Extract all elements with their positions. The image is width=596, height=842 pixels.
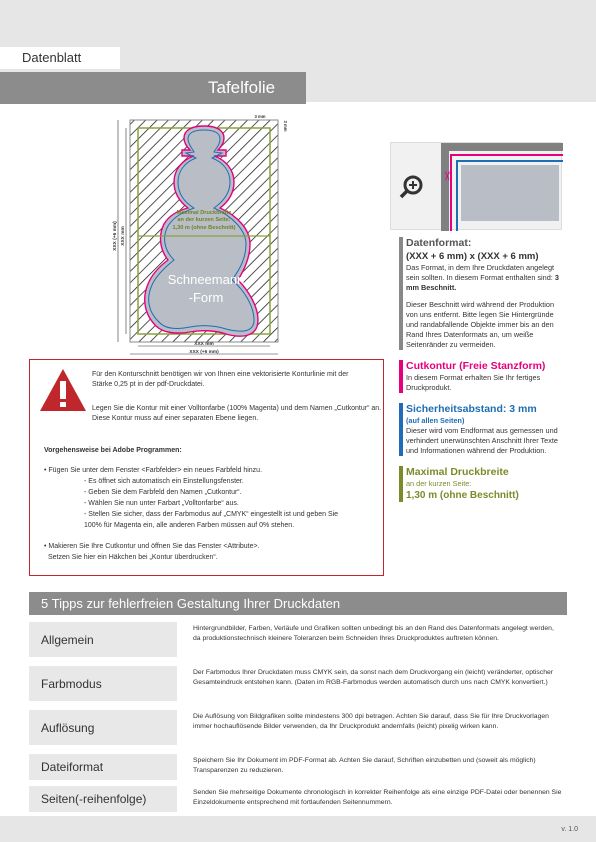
maximal-value: 1,30 m (ohne Beschnitt) (406, 490, 519, 501)
corner-detail-graphic (391, 143, 563, 231)
maximal-sub: an der kurzen Seite: (406, 479, 472, 488)
tip-text: Hintergrundbilder, Farben, Verläufe und Grafiken sollten unbedingt bis an den Rand des Datenformats angelegt werden, da produktionstechnisch kleinere Toleranzen beim Schneiden Ihres Druckproduktes auftreten können. (193, 625, 554, 642)
warning-step1a: - Es öffnet sich automatisch ein Einstellungsfenster. (84, 478, 244, 485)
sicherheit-text: Dieser wird vom Endformat aus gemessen und verhindert unerwünschten Anschnitt Ihrer Texte und Informationen während der Produktion. (406, 426, 558, 455)
shape-label-2: -Form (188, 290, 224, 305)
shape-label-1: Schneemann (167, 272, 245, 287)
warning-step1c: - Wählen Sie nun unter Farbart „Volltonfarbe“ aus. (84, 500, 239, 507)
tip-label: Seiten(-reihenfolge) (29, 786, 177, 812)
footer-band (0, 816, 596, 842)
tip-text: Die Auflösung von Bildgrafiken sollte mindestens 300 dpi betragen. Achten Sie darauf, dass Sie für Ihre Druckvorlagen immer hochauflösende Bilder verwenden, da Ihr Druckprodukt andernfalls (leicht) pixelig wirken kann. (193, 713, 549, 730)
warning-step2a: Setzen Sie hier ein Häkchen bei „Kontur überdrucken“. (48, 554, 218, 561)
datenformat-text: Das Format, in dem Ihre Druckdaten angelegt sein sollten. In diesem Format enthalten sind: 3 mm Beschnitt. (406, 263, 559, 292)
warning-step2: • Makieren Sie Ihre Cutkontur und öffnen Sie das Fenster <Attribute>. (44, 543, 260, 550)
tip-row-seiten (29, 786, 567, 812)
max-width-label-2: an der kurzen Seite: (177, 217, 231, 223)
warning-icon (38, 367, 88, 413)
tip-text: Der Farbmodus Ihrer Druckdaten muss CMYK sein, da sonst nach dem Druckvorgang ein (leicht) veränderter, optischer Gesamteindruck entstehen kann. (Daten im RGB-Farbmodus werden automatisch durch uns nach CMYK konvertiert.) (193, 669, 554, 686)
maximal-block (399, 466, 564, 502)
beschnitt-text: Dieser Beschnitt wird während der Produktion von uns entfernt. Bitte legen Sie Hintergründe und randabfallende Objekte immer bis an den Rand Ihres Datenformats an, um weiße Seitenränder zu vermeiden. (406, 300, 555, 349)
dim-top-small: 3 mm (254, 114, 266, 119)
cutkontur-title: Cutkontur (Freie Stanzform) (406, 360, 546, 372)
tip-label: Auflösung (29, 710, 177, 745)
tip-row-farbmodus (29, 666, 567, 701)
warning-step1d: - Stellen Sie sicher, dass der Farbmodus auf „CMYK“ eingestellt ist und geben Sie (84, 511, 339, 518)
scissors-icon: ✂ (440, 171, 454, 182)
corner-detail-box (390, 142, 562, 230)
warning-p1: Für den Konturschnitt benötigen wir von Ihnen eine vektorisierte Konturlinie mit der Stärke 0,25 pt in der pdf-Druckdatei. (92, 371, 349, 388)
datenformat-title: Datenformat: (406, 237, 472, 249)
sicherheit-sub: (auf allen Seiten) (406, 416, 465, 425)
cutkontur-text: In diesem Format erhalten Sie Ihr fertiges Druckprodukt. (406, 373, 541, 392)
tip-label: Allgemein (29, 622, 177, 657)
snowman-diagram (108, 112, 288, 360)
tip-label: Dateiformat (29, 754, 177, 780)
maximal-title: Maximal Druckbreite (406, 466, 509, 478)
warning-heading: Vorgehensweise bei Adobe Programmen: (44, 447, 182, 454)
tip-label: Farbmodus (29, 666, 177, 701)
tip-text: Speichern Sie Ihr Dokument im PDF-Format ab. Achten Sie darauf, Schriften einzubetten und (soweit als möglich) Transparenzen zu reduzieren. (193, 757, 536, 774)
datasheet-tab: Datenblatt (0, 47, 120, 69)
tip-row-aufloesung (29, 710, 567, 745)
version-label: v. 1.0 (561, 826, 578, 833)
cutkontur-block (399, 360, 564, 393)
max-width-label-1: Maximal Druckbreite (176, 210, 232, 216)
tip-text: Senden Sie mehrseitige Dokumente chronologisch in korrekter Reihenfolge als eine einzige PDF-Datei oder benennen Sie Einzeldokumente entsprechend mit fortlaufenden Seitennummern. (193, 789, 562, 806)
tips-heading: 5 Tipps zur fehlerfreien Gestaltung Ihrer Druckdaten (29, 592, 567, 615)
datenformat-block (399, 237, 564, 350)
warning-step1b: - Geben Sie dem Farbfeld den Namen „Cutkontur“. (84, 489, 242, 496)
dim-bottom-inner: XXX mm (194, 342, 214, 347)
dim-bottom-outer: XXX (+6 mm) (189, 350, 219, 355)
dim-top-right: 3 mm (283, 120, 288, 132)
warning-step1: • Fügen Sie unter dem Fenster <Farbfelder> ein neues Farbfeld hinzu. (44, 467, 263, 474)
warning-p2: Legen Sie die Kontur mit einer Volltonfarbe (100% Magenta) und dem Namen „Cutkontur“ an. Diese Kontur muss auf einer separaten Ebene liegen. (92, 405, 382, 422)
dim-left-inner: XXX mm (121, 226, 126, 246)
tip-row-dateiformat (29, 754, 567, 780)
max-width-label-3: 1,30 m (ohne Beschnitt) (172, 225, 236, 231)
datenformat-formula: (XXX + 6 mm) x (XXX + 6 mm) (406, 251, 539, 262)
tip-row-allgemein (29, 622, 567, 657)
info-column (399, 237, 564, 502)
dim-left-outer: XXX (+6 mm) (113, 221, 118, 251)
sicherheit-block (399, 403, 564, 456)
page-title: Tafelfolie (208, 78, 276, 97)
warning-step1e: 100% für Magenta ein, alle anderen Farben müssen auf 0% stehen. (84, 522, 295, 529)
sicherheit-title: Sicherheitsabstand: 3 mm (406, 403, 537, 415)
